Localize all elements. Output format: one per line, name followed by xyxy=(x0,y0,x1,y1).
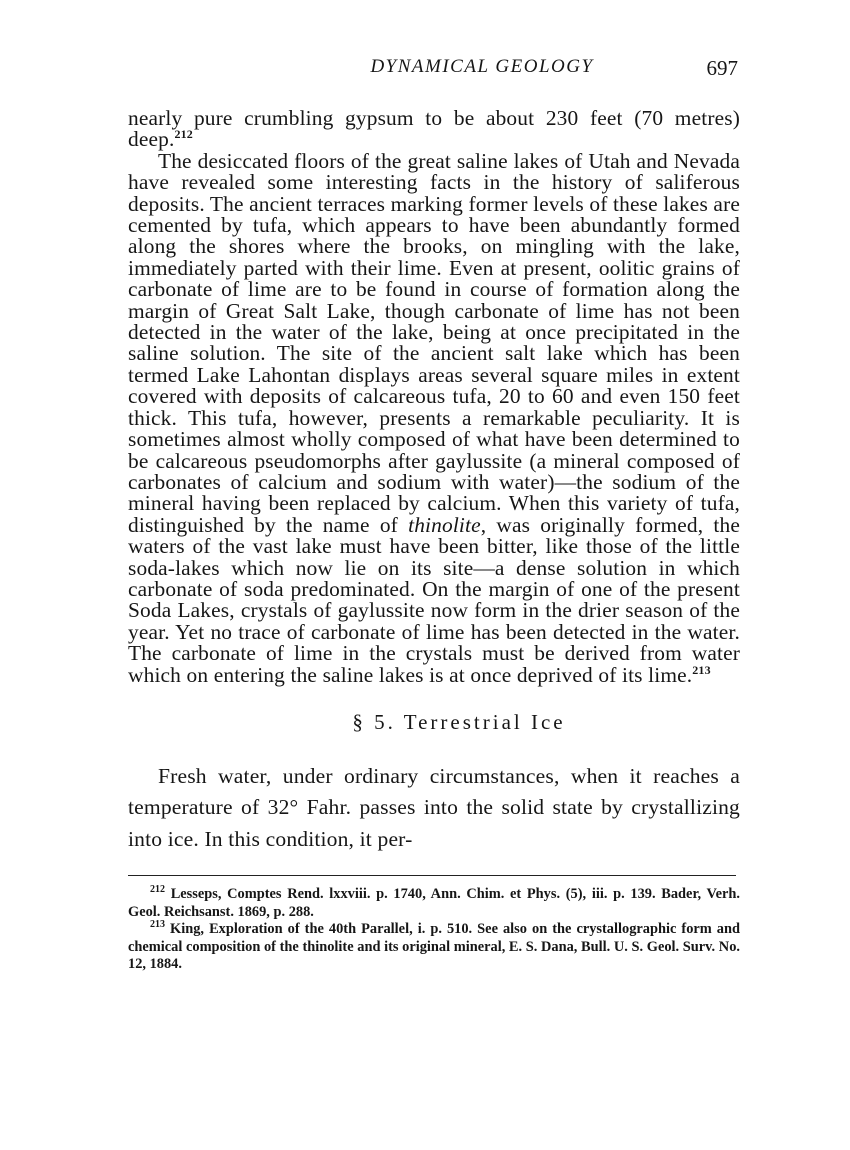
footnote-ref-212: 212 xyxy=(174,127,193,142)
section-heading: § 5. Terrestrial Ice xyxy=(352,709,566,734)
page-header xyxy=(130,56,738,86)
paragraph-1 xyxy=(128,108,740,151)
running-title: DYNAMICAL GEOLOGY xyxy=(370,56,594,77)
thinolite-term: thinolite xyxy=(408,512,481,537)
footnote-212 xyxy=(128,886,740,921)
page-number: 697 xyxy=(706,56,738,80)
paragraph-2-text-end: , was originally formed, the waters of the vast lake must have been bitter, like those of the little soda-lakes which now lie on its site—a dense solution in which carbonate of soda predominated. On the margin of one of the present Soda Lakes, crystals of gaylussite now form in the drier season of the year. Yet no trace of carbonate of lime has been detected in the water. The carbonate of lime in the crystals must be derived from water which on entering the saline lakes is at once deprived of its lime. xyxy=(128,512,741,687)
footnote-213 xyxy=(128,921,740,974)
paragraph-2 xyxy=(128,148,741,687)
footnote-divider xyxy=(128,875,736,876)
footnote-ref-213: 213 xyxy=(692,662,711,677)
footnote-number: 212 xyxy=(150,884,165,896)
paragraph-2-text-start: The desiccated floors of the great saline lakes of Utah and Nevada have revealed some interesting facts in the history of saliferous deposits. The ancient terraces marking former levels of these lakes are cemented by tufa, which appears to have been abundantly formed along the shores where the brooks, on mingling with the lake, immediately parted with their lime. Even at present, oolitic grains of carbonate of lime are to be found in course of formation along the margin of Great Salt Lake, though carbonate of lime has not been detected in the water of the lake, being at once precipitated in the saline solution. The site of the ancient salt lake which has been termed Lake Lahontan displays areas several square miles in extent covered with deposits of calcareous tufa, 20 to 60 and even 150 feet thick. This tufa, however, presents a remarkable peculiarity. It is sometimes almost wholly composed of what have been determined to be calcareous pseudomorphs after gaylussite (a mineral composed of carbonates of calcium and sodium with water)—the sodium of the mineral having been replaced by calcium. When this variety of tufa, distinguished by the name of xyxy=(128,148,740,537)
footnote-text: Lesseps, Comptes Rend. lxxviii. p. 1740, Ann. Chim. et Phys. (5), iii. p. 139. Bader, Verh. Geol. Reichsanst. 1869, p. 288. xyxy=(128,886,740,920)
footnotes xyxy=(128,886,740,974)
page-body xyxy=(128,108,740,974)
paragraph-1-text: nearly pure crumbling gypsum to be about 230 feet (70 metres) deep. xyxy=(128,106,740,152)
footnote-text: King, Exploration of the 40th Parallel, i. p. 510. See also on the crystallographic form and chemical composition of the thinolite and its original mineral, E. S. Dana, Bull. U. S. Geol. Surv. No. 12, 1884. xyxy=(128,921,740,973)
footnote-number: 213 xyxy=(150,919,165,931)
paragraph-3: Fresh water, under ordinary circumstances, when it reaches a temperature of 32° Fahr. passes into the solid state by crystallizing into ice. In this condition, it per- xyxy=(128,763,740,851)
